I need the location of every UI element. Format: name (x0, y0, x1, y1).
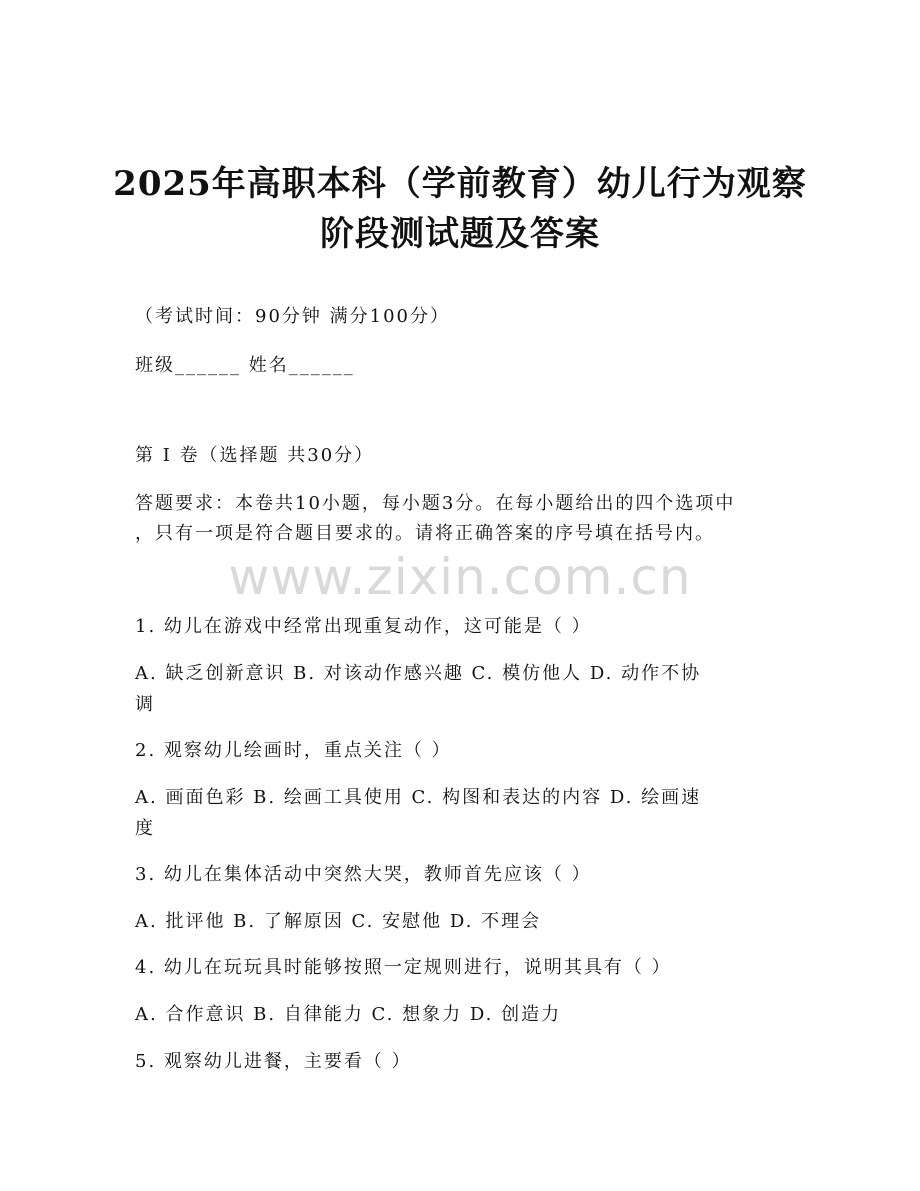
question-4-stem: 4. 幼儿在玩玩具时能够按照一定规则进行，说明其具有（ ） (135, 957, 672, 978)
student-fields: 班级______ 姓名______ (135, 355, 355, 376)
instructions-line-2: ，只有一项是符合题目要求的。请将正确答案的序号填在括号内。 (135, 523, 715, 544)
question-2-options-wrap: 度 (135, 818, 155, 839)
question-2-stem: 2. 观察幼儿绘画时，重点关注（ ） (135, 740, 452, 761)
question-1-stem: 1. 幼儿在游戏中经常出现重复动作，这可能是（ ） (135, 616, 592, 637)
instructions-line-1: 答题要求：本卷共10小题，每小题3分。在每小题给出的四个选项中 (135, 493, 736, 514)
question-5-stem: 5. 观察幼儿进餐，主要看（ ） (135, 1051, 412, 1072)
section-header: 第 I 卷（选择题 共30分） (135, 445, 375, 466)
question-4-options: A. 合作意识 B. 自律能力 C. 想象力 D. 创造力 (135, 1004, 562, 1025)
watermark: www.zixin.com.cn (228, 548, 692, 606)
question-2-options: A. 画面色彩 B. 绘画工具使用 C. 构图和表达的内容 D. 绘画速 (135, 787, 702, 808)
question-1-options: A. 缺乏创新意识 B. 对该动作感兴趣 C. 模仿他人 D. 动作不协 (135, 663, 702, 684)
exam-info: （考试时间：90分钟 满分100分） (135, 306, 450, 327)
document-title-line-1: 2025年高职本科（学前教育）幼儿行为观察 (113, 164, 807, 204)
question-3-stem: 3. 幼儿在集体活动中突然大哭，教师首先应该（ ） (135, 864, 592, 885)
document-title-line-2: 阶段测试题及答案 (320, 214, 600, 254)
question-3-options: A. 批评他 B. 了解原因 C. 安慰他 D. 不理会 (135, 911, 542, 932)
question-1-options-wrap: 调 (135, 694, 155, 715)
